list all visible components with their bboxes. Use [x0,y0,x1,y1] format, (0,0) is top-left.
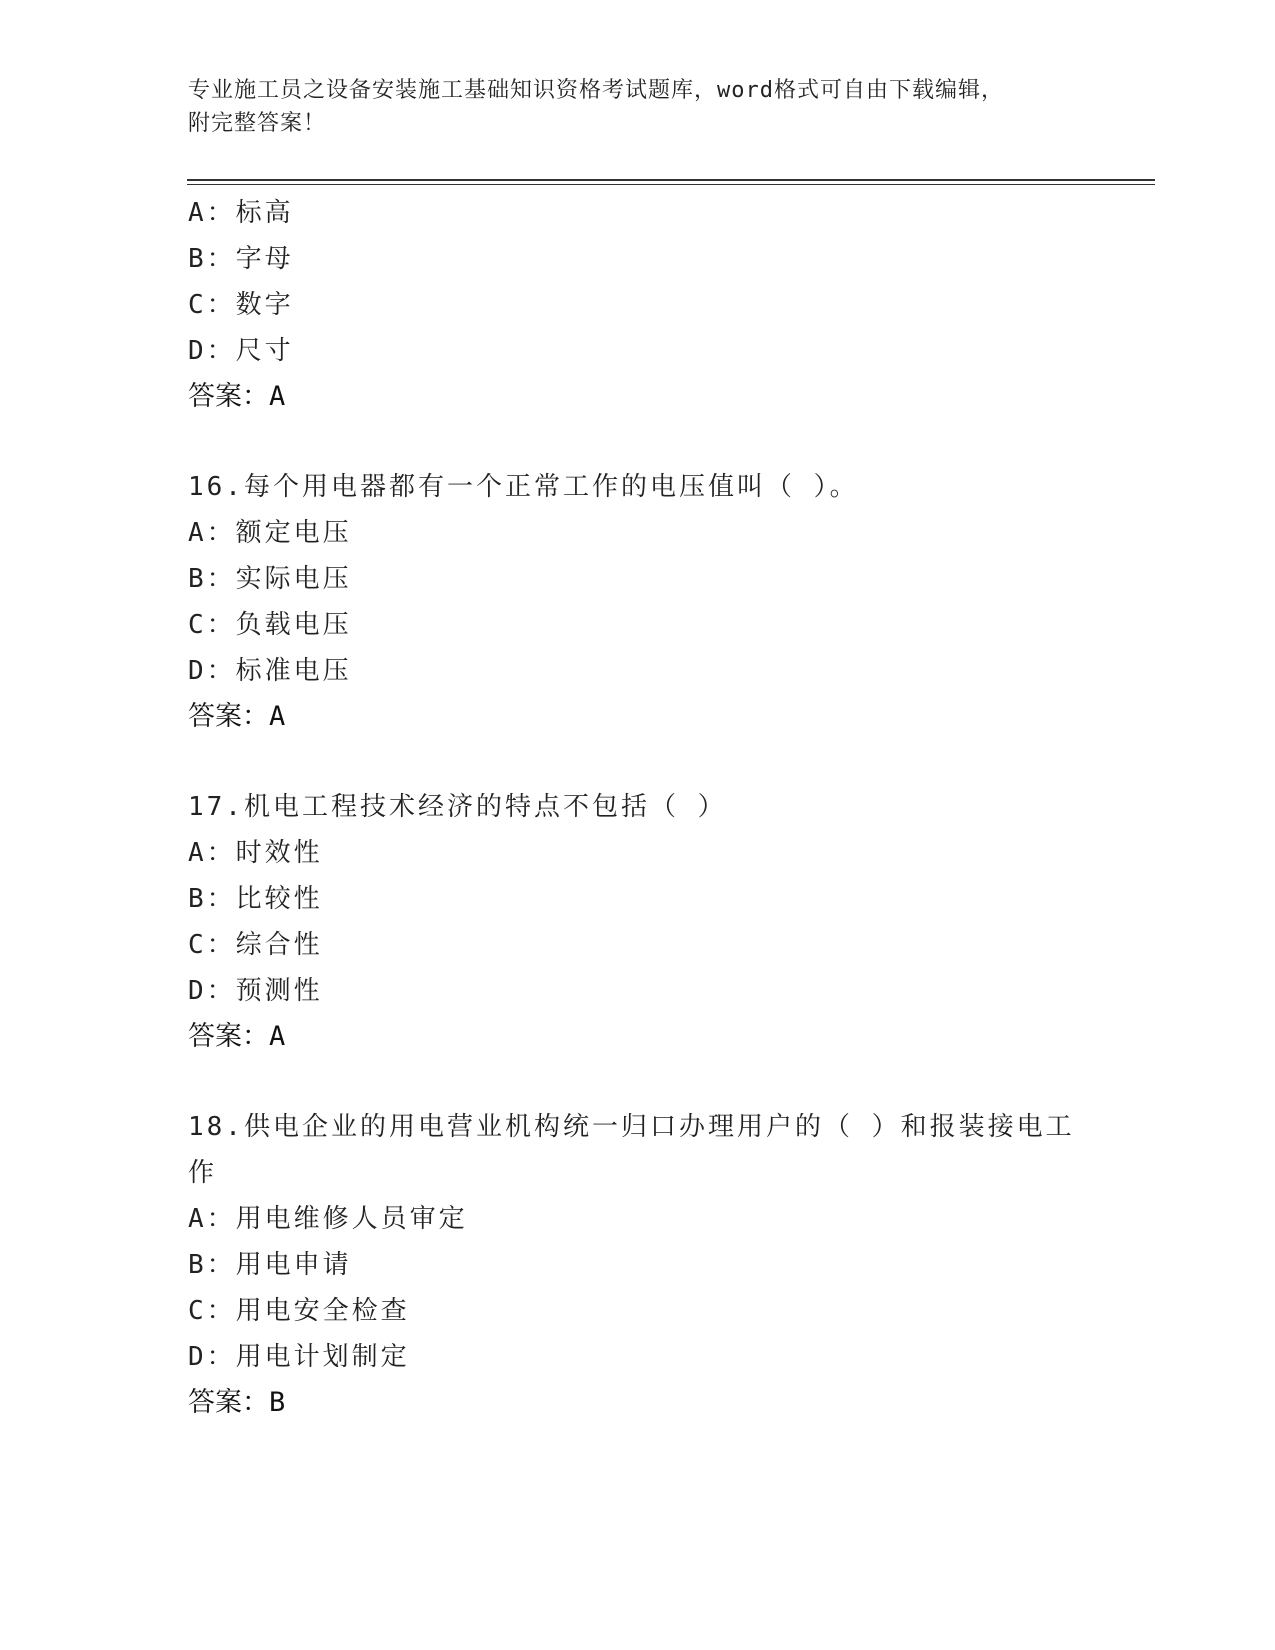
option-c: C：综合性 [188,930,323,960]
answer-line [188,1380,1088,1426]
option-b: B：实际电压 [188,564,352,594]
option-b: B：用电申请 [188,1250,352,1280]
question-15 [188,190,1088,420]
option-a: A：额定电压 [188,518,352,548]
option-b: B：比较性 [188,884,323,914]
question-list [188,190,1088,1426]
option-d: D：尺寸 [188,336,294,366]
document-header [188,74,1068,140]
answer-value: B [269,1387,286,1418]
option-a: A：时效性 [188,838,323,868]
option-b: B：字母 [188,244,294,274]
question-stem: 17.机电工程技术经济的特点不包括（ ） [188,792,727,822]
option-d: D：预测性 [188,976,323,1006]
answer-line [188,694,1088,740]
answer-value: A [269,381,286,412]
answer-label: 答案： [188,701,269,732]
answer-value: A [269,1021,286,1052]
question-stem-line-2: 作 [188,1158,218,1188]
question-16 [188,464,1088,740]
answer-label: 答案： [188,381,269,412]
header-divider [187,179,1155,185]
option-a: A：标高 [188,198,294,228]
option-c: C：数字 [188,290,294,320]
answer-value: A [269,701,286,732]
answer-label: 答案： [188,1021,269,1052]
header-line-2: 附完整答案！ [188,111,327,136]
question-stem-line-1: 18.供电企业的用电营业机构统一归口办理用户的（ ）和报装接电工 [188,1112,1075,1142]
option-d: D：用电计划制定 [188,1342,410,1372]
option-a: A：用电维修人员审定 [188,1204,468,1234]
question-stem: 16.每个用电器都有一个正常工作的电压值叫（ ）。 [188,472,859,502]
answer-line [188,1014,1088,1060]
option-c: C：负载电压 [188,610,352,640]
header-line-1: 专业施工员之设备安装施工基础知识资格考试题库，word格式可自由下载编辑， [188,78,1004,103]
answer-label: 答案： [188,1387,269,1418]
question-18 [188,1104,1088,1426]
option-d: D：标准电压 [188,656,352,686]
option-c: C：用电安全检查 [188,1296,410,1326]
question-17 [188,784,1088,1060]
answer-line [188,374,1088,420]
